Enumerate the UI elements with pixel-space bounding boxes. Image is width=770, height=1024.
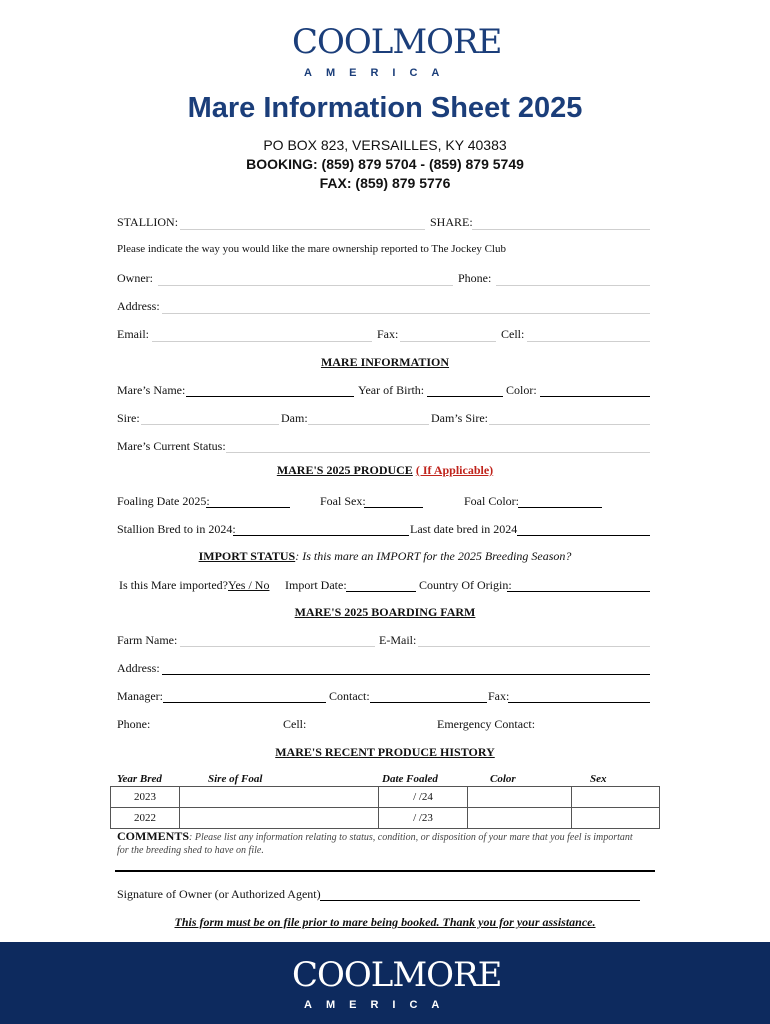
table-row [111,787,660,808]
email-label: Email: [117,327,149,341]
dams-sire-label: Dam’s Sire: [431,411,488,425]
imported-label: Is this Mare imported? [119,578,228,592]
produce-history-heading: MARE'S RECENT PRODUCE HISTORY [275,745,495,759]
history-col-date: Date Foaled [382,773,438,785]
history-year-cell: 2022 [111,808,180,829]
comments-block [117,830,637,857]
farm-name-label: Farm Name: [117,633,178,647]
contact-field[interactable] [370,702,487,703]
import-heading-row [0,549,770,564]
address-line: PO BOX 823, VERSAILLES, KY 40383 [263,137,507,153]
dam-label: Dam: [281,411,308,425]
dam-field[interactable] [308,424,429,425]
history-sire-cell[interactable] [180,808,379,829]
farm-address-field[interactable] [162,674,650,675]
history-col-sex: Sex [590,773,607,785]
foaling-date-label: Foaling Date 2025: [117,494,210,508]
comments-instruction: : Please list any information relating to status, condition, or disposition of your mare that you feel is important for the breeding shed to have on file. [117,832,633,856]
notice-text: This form must be on file prior to mare being booked. Thank you for your assistance. [174,915,596,929]
phone-label: Phone: [458,271,492,285]
produce-heading: MARE'S 2025 PRODUCE [276,463,413,477]
history-sex-cell[interactable] [572,808,660,829]
farm-fax-label: Fax: [488,689,510,703]
manager-label: Manager: [117,689,163,703]
mare-information-heading: MARE INFORMATION [320,355,450,369]
foal-sex-field[interactable] [364,507,423,508]
boarding-farm-heading: MARE'S 2025 BOARDING FARM [294,605,476,619]
sire-field[interactable] [141,424,279,425]
stallion-field[interactable] [180,229,425,230]
fax-field[interactable] [400,341,496,342]
color-field[interactable] [540,396,650,397]
history-date-cell[interactable]: / /23 [379,808,468,829]
address-label: Address: [117,299,160,313]
yes-no-option[interactable]: Yes / No [228,578,270,592]
produce-history-table [110,786,660,829]
history-col-sire: Sire of Foal [208,773,263,785]
table-row [111,808,660,829]
cell-field[interactable] [527,341,650,342]
farm-email-label: E-Mail: [379,633,417,647]
year-of-birth-label: Year of Birth: [358,383,425,397]
history-date-cell[interactable]: / /24 [379,787,468,808]
phone-field[interactable] [496,285,650,286]
stallion-bred-label: Stallion Bred to in 2024: [117,522,236,536]
signature-label: Signature of Owner (or Authorized Agent) [117,887,321,901]
if-applicable-note: ( If Applicable) [415,463,494,477]
foal-color-field[interactable] [518,507,602,508]
footer-coolmore-logo-sub: AMERICA [304,999,454,1011]
foaling-date-field[interactable] [206,507,290,508]
sire-label: Sire: [117,411,140,425]
signature-field[interactable] [320,900,640,901]
history-sire-cell[interactable] [180,787,379,808]
farm-phone-label: Phone: [117,717,151,731]
manager-field[interactable] [163,702,326,703]
year-of-birth-field[interactable] [427,396,503,397]
import-heading: IMPORT STATUS [198,549,296,563]
country-field[interactable] [507,591,650,592]
page-title: Mare Information Sheet 2025 [187,92,583,124]
farm-email-field[interactable] [418,646,650,647]
import-date-label: Import Date: [285,578,347,592]
history-sex-cell[interactable] [572,787,660,808]
stallion-label: STALLION: [117,215,179,229]
booking-line: BOOKING: (859) 879 5704 - (859) 879 5749 [246,156,524,172]
current-status-field[interactable] [226,452,650,453]
produce-heading-row [0,463,770,478]
last-date-bred-label: Last date bred in 2024 [410,522,518,536]
share-label: SHARE: [430,215,473,229]
history-col-color: Color [490,773,516,785]
emergency-contact-label: Emergency Contact: [437,717,536,731]
coolmore-logo-sub: AMERICA [304,67,454,79]
farm-address-label: Address: [117,661,160,675]
footer-coolmore-logo: COOLMORE [292,955,502,995]
country-label: Country Of Origin: [419,578,512,592]
import-question: : Is this mare an IMPORT for the 2025 Breeding Season? [295,549,572,563]
jockey-club-instruction: Please indicate the way you would like the mare ownership reported to The Jockey Club [117,243,506,255]
foal-sex-label: Foal Sex: [320,494,366,508]
comments-label: COMMENTS [117,829,189,843]
owner-field[interactable] [158,285,453,286]
mare-name-label: Mare’s Name: [117,383,186,397]
share-field[interactable] [472,229,650,230]
farm-fax-field[interactable] [508,702,650,703]
history-year-cell: 2023 [111,787,180,808]
address-field[interactable] [162,313,650,314]
history-color-cell[interactable] [468,787,572,808]
foal-color-label: Foal Color: [464,494,520,508]
comments-field[interactable] [115,870,655,872]
dams-sire-field[interactable] [489,424,650,425]
fax-label: Fax: [377,327,399,341]
stallion-bred-field[interactable] [233,535,409,536]
history-color-cell[interactable] [468,808,572,829]
fax-line: FAX: (859) 879 5776 [319,175,451,191]
import-date-field[interactable] [346,591,416,592]
mare-name-field[interactable] [186,396,354,397]
last-date-bred-field[interactable] [517,535,650,536]
current-status-label: Mare’s Current Status: [117,439,226,453]
cell-label: Cell: [501,327,525,341]
color-label: Color: [506,383,537,397]
contact-label: Contact: [329,689,370,703]
farm-name-field[interactable] [180,646,375,647]
email-field[interactable] [152,341,372,342]
farm-cell-label: Cell: [283,717,307,731]
history-col-year: Year Bred [117,773,162,785]
owner-label: Owner: [117,271,153,285]
coolmore-logo: COOLMORE [292,22,502,62]
